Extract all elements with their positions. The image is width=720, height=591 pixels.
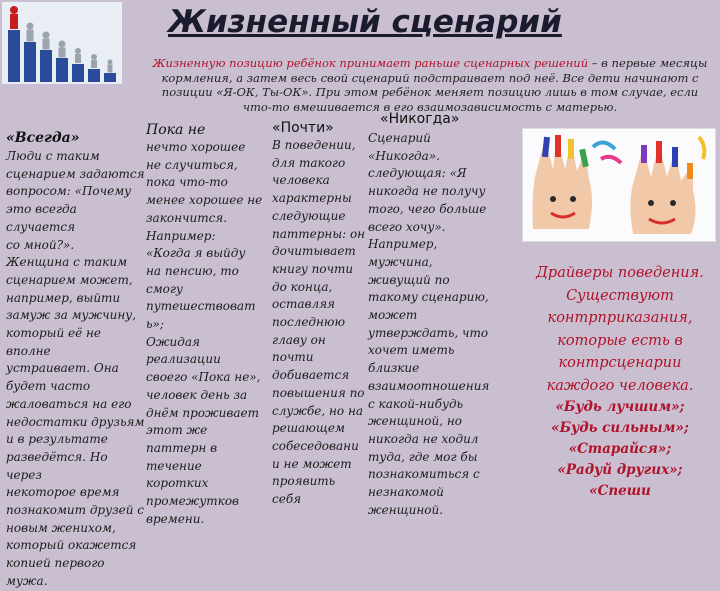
bar-figures-image: [2, 2, 122, 84]
driver-item: «Спеши: [589, 483, 651, 499]
driver-item: «Будь сильным»;: [551, 420, 689, 436]
until-text: нечто хорошее не случиться, пока что-то менее хорошее не закончится. Например: «Когда я выйду на пенсию, то смогу путешествоват ь»; Ожидая реализации своего «Пока не», человек день за днём проживает этот же паттерн в течение коротких промежутков времени.: [146, 140, 263, 526]
driver-item: «Будь лучшим»;: [555, 399, 685, 415]
until-heading: Пока не: [146, 122, 206, 138]
intro-text: [150, 56, 710, 114]
driver-item: «Радуй других»;: [557, 462, 683, 478]
drivers-block: [530, 262, 710, 502]
intro-rest: – в первые месяцы кормления, а затем весь свой сценарий подстраивает под неё. Все дети начинают с позиции «Я-ОК, Ты-ОК». При этом ребёнок меняет позицию лишь в том случае, если что-то вмешивается в его взаимозависимость с матерью.: [161, 56, 708, 114]
driver-item: «Старайся»;: [568, 441, 672, 457]
always-heading: «Всегда»: [6, 130, 80, 146]
almost-heading: «Почти»: [272, 120, 334, 136]
painted-hands-photo: [522, 128, 716, 242]
intro-highlight: Жизненную позицию ребёнок принимает раньше сценарных решений: [152, 56, 589, 70]
almost-text: В поведении, для такого человека характерны следующие паттерны: он дочитывает книгу почти до конца, оставляя последнюю главу он почти добивается повышения по службе, но на решающем собеседовани и не может проявить себя: [272, 138, 366, 507]
never-heading: «Никогда»: [380, 111, 460, 127]
drivers-heading: Драйверы поведения. Существуют контрприказания, которые есть в контрсценарии каждого человека.: [536, 265, 704, 394]
never-text: Сценарий «Никогда». следующая: «Я никогда не получу того, чего больше всего хочу». Например, мужчина, живущий по такому сценарию, может утверждать, что хочет иметь близкие взаимоотношения с какой-нибудь женщиной, но никогда не ходил туда, где мог бы познакомиться с незнакомой женщиной.: [368, 131, 490, 517]
always-text: Люди с таким сценарием задаются вопросом: «Почему это всегда случается со мной?». Женщина с таким сценарием может, например, выйти замуж за мужчину, который её не вполне устраивает. Она будет часто жаловаться на его недостатки друзьям и в результате разведётся. Но через некоторое время познакомит друзей с новым женихом, который окажется копией первого мужа.: [6, 149, 145, 588]
page-title: Жизненный сценарий: [168, 4, 562, 40]
